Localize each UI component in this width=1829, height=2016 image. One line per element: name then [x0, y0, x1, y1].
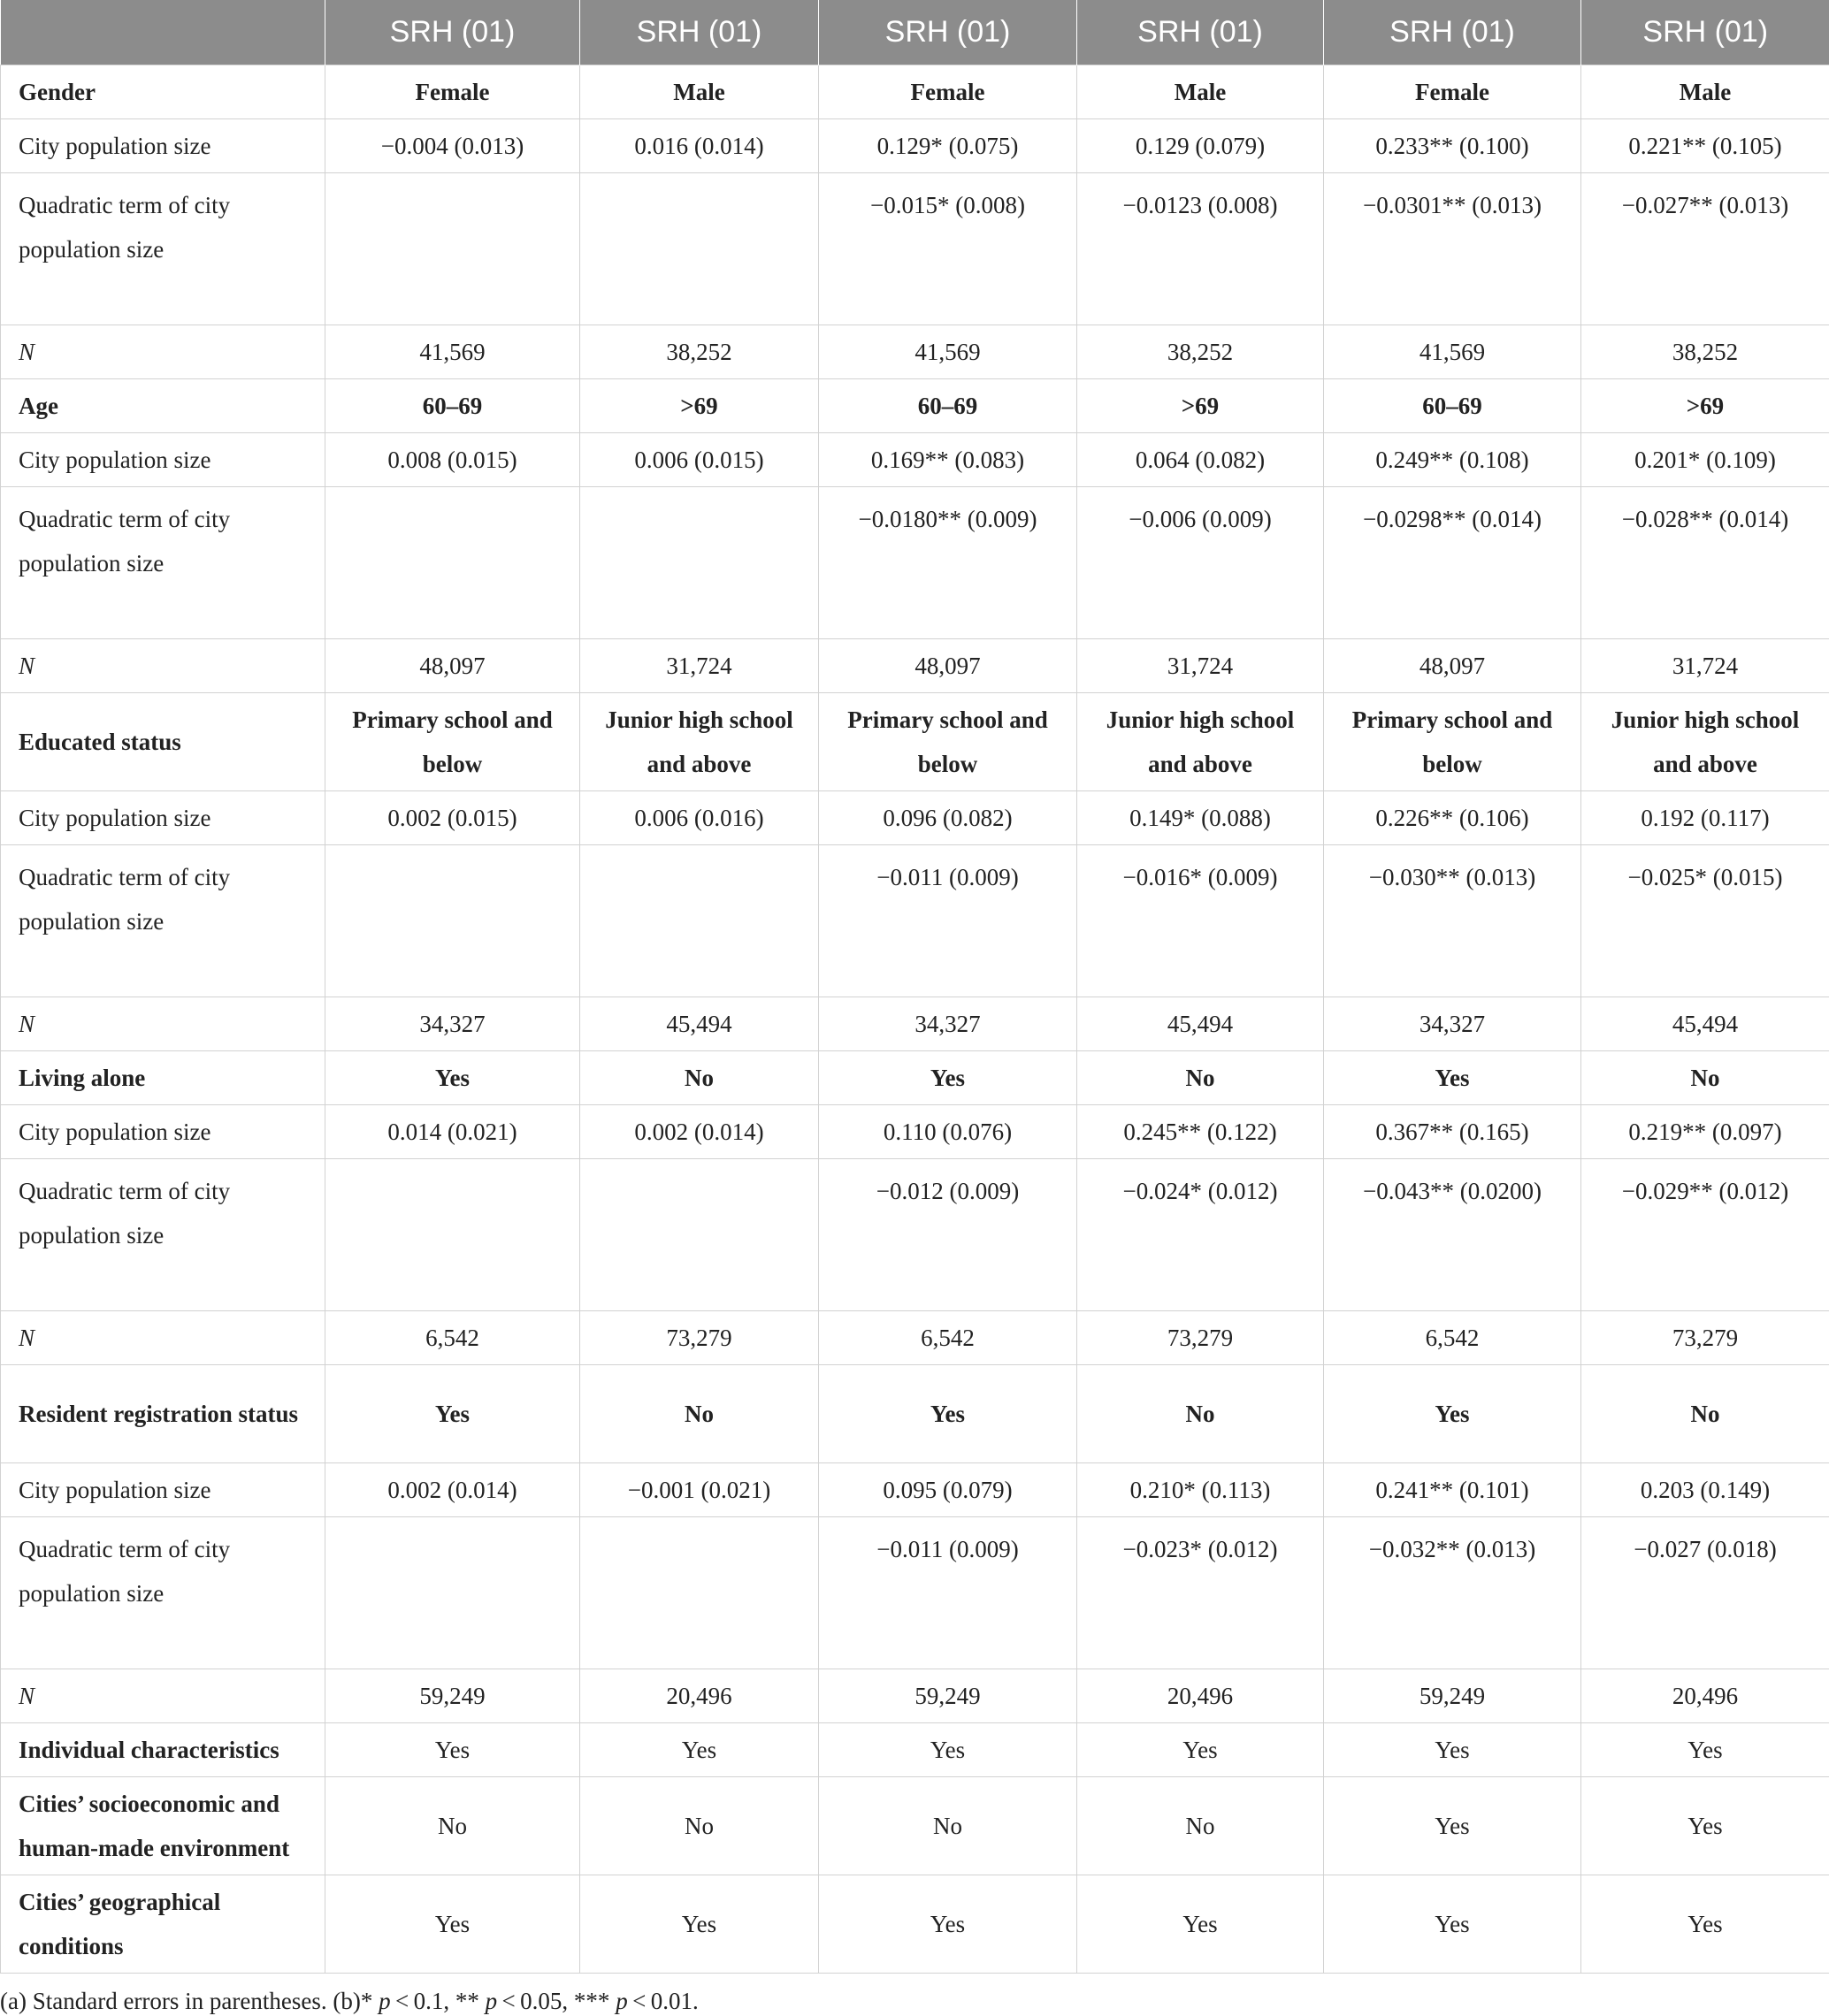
quadratic-row: [1, 1517, 1829, 1669]
row-label: N: [1, 325, 325, 379]
n-row: [1, 997, 1829, 1051]
value-cell: 0.245** (0.122): [1077, 1105, 1324, 1159]
category-row: [1, 379, 1829, 433]
level-cell: Yes: [1324, 1051, 1581, 1105]
row-label: Quadratic term of city population size: [1, 1517, 325, 1669]
category-row: [1, 693, 1829, 791]
value-cell: 41,569: [819, 325, 1077, 379]
level-cell: Yes: [819, 1051, 1077, 1105]
value-cell: −0.015* (0.008): [819, 173, 1077, 325]
value-cell: Yes: [325, 1875, 580, 1974]
value-cell: 45,494: [580, 997, 819, 1051]
level-cell: Female: [325, 65, 580, 119]
value-cell: 45,494: [1077, 997, 1324, 1051]
value-cell: 31,724: [1581, 639, 1829, 693]
value-cell: −0.028** (0.014): [1581, 487, 1829, 639]
value-cell: [580, 1159, 819, 1311]
value-cell: 73,279: [580, 1311, 819, 1365]
control-label: Cities’ socioeconomic and human-made environment: [1, 1777, 325, 1875]
value-cell: −0.032** (0.013): [1324, 1517, 1581, 1669]
level-cell: Female: [819, 65, 1077, 119]
value-cell: 0.210* (0.113): [1077, 1463, 1324, 1517]
value-cell: −0.029** (0.012): [1581, 1159, 1829, 1311]
level-cell: Primary school and below: [1324, 693, 1581, 791]
value-cell: 31,724: [1077, 639, 1324, 693]
value-cell: No: [325, 1777, 580, 1875]
value-cell: −0.024* (0.012): [1077, 1159, 1324, 1311]
value-cell: 73,279: [1077, 1311, 1324, 1365]
level-cell: No: [1581, 1365, 1829, 1463]
footnote-text-a: (a) Standard errors in parentheses. (b)*: [0, 1988, 379, 2014]
value-cell: 0.149* (0.088): [1077, 791, 1324, 845]
footnote-p: p: [616, 1988, 628, 2014]
value-cell: 0.233** (0.100): [1324, 119, 1581, 173]
level-cell: >69: [1077, 379, 1324, 433]
value-cell: 41,569: [325, 325, 580, 379]
level-cell: >69: [580, 379, 819, 433]
value-cell: 0.221** (0.105): [1581, 119, 1829, 173]
level-cell: No: [1077, 1051, 1324, 1105]
row-label: City population size: [1, 1463, 325, 1517]
value-cell: 0.002 (0.015): [325, 791, 580, 845]
value-cell: −0.011 (0.009): [819, 1517, 1077, 1669]
n-row: [1, 1311, 1829, 1365]
value-cell: [325, 487, 580, 639]
level-cell: No: [1077, 1365, 1324, 1463]
value-cell: 34,327: [1324, 997, 1581, 1051]
level-cell: No: [1581, 1051, 1829, 1105]
value-cell: 73,279: [1581, 1311, 1829, 1365]
value-cell: 0.006 (0.016): [580, 791, 819, 845]
value-cell: −0.027 (0.018): [1581, 1517, 1829, 1669]
footnote-threshold-1: < 0.1, **: [391, 1988, 486, 2014]
level-cell: Yes: [325, 1051, 580, 1105]
row-label: City population size: [1, 433, 325, 487]
header-cell: SRH (01): [1324, 0, 1581, 65]
value-cell: Yes: [580, 1723, 819, 1777]
header-corner: [1, 0, 325, 65]
value-cell: −0.0180** (0.009): [819, 487, 1077, 639]
level-cell: Junior high school and above: [580, 693, 819, 791]
row-label: N: [1, 1669, 325, 1723]
value-cell: 0.241** (0.101): [1324, 1463, 1581, 1517]
quadratic-row: [1, 173, 1829, 325]
header-row: [1, 0, 1829, 65]
header-cell: SRH (01): [1077, 0, 1324, 65]
row-label: City population size: [1, 791, 325, 845]
value-cell: 59,249: [325, 1669, 580, 1723]
value-cell: 48,097: [325, 639, 580, 693]
value-cell: Yes: [1324, 1723, 1581, 1777]
value-cell: 0.016 (0.014): [580, 119, 819, 173]
city-population-row: [1, 791, 1829, 845]
value-cell: 0.129 (0.079): [1077, 119, 1324, 173]
category-label: Living alone: [1, 1051, 325, 1105]
category-row: [1, 1365, 1829, 1463]
level-cell: 60–69: [1324, 379, 1581, 433]
value-cell: 38,252: [1077, 325, 1324, 379]
value-cell: 38,252: [580, 325, 819, 379]
level-cell: Male: [1581, 65, 1829, 119]
value-cell: [580, 845, 819, 997]
value-cell: 20,496: [580, 1669, 819, 1723]
value-cell: 34,327: [819, 997, 1077, 1051]
header-cell: SRH (01): [1581, 0, 1829, 65]
value-cell: 48,097: [1324, 639, 1581, 693]
control-label: Cities’ geographical conditions: [1, 1875, 325, 1974]
value-cell: −0.025* (0.015): [1581, 845, 1829, 997]
value-cell: 0.367** (0.165): [1324, 1105, 1581, 1159]
header-cell: SRH (01): [819, 0, 1077, 65]
level-cell: Yes: [325, 1365, 580, 1463]
control-label: Individual characteristics: [1, 1723, 325, 1777]
city-population-row: [1, 1463, 1829, 1517]
footnote-threshold-2: < 0.05, ***: [497, 1988, 616, 2014]
value-cell: [580, 1517, 819, 1669]
value-cell: 0.249** (0.108): [1324, 433, 1581, 487]
level-cell: Male: [1077, 65, 1324, 119]
value-cell: −0.023* (0.012): [1077, 1517, 1324, 1669]
value-cell: 0.219** (0.097): [1581, 1105, 1829, 1159]
value-cell: 59,249: [1324, 1669, 1581, 1723]
footnote-p: p: [379, 1988, 391, 2014]
level-cell: Yes: [1324, 1365, 1581, 1463]
footnote-threshold-3: < 0.01.: [628, 1988, 699, 2014]
value-cell: 6,542: [325, 1311, 580, 1365]
value-cell: Yes: [1581, 1875, 1829, 1974]
value-cell: 6,542: [1324, 1311, 1581, 1365]
header-cell: SRH (01): [325, 0, 580, 65]
value-cell: −0.004 (0.013): [325, 119, 580, 173]
level-cell: Junior high school and above: [1581, 693, 1829, 791]
n-row: [1, 639, 1829, 693]
row-label: Quadratic term of city population size: [1, 845, 325, 997]
value-cell: 0.226** (0.106): [1324, 791, 1581, 845]
table-footnote: [0, 1974, 1829, 2016]
level-cell: Junior high school and above: [1077, 693, 1324, 791]
value-cell: Yes: [819, 1723, 1077, 1777]
value-cell: 34,327: [325, 997, 580, 1051]
control-row: [1, 1777, 1829, 1875]
city-population-row: [1, 1105, 1829, 1159]
level-cell: Primary school and below: [325, 693, 580, 791]
value-cell: −0.043** (0.0200): [1324, 1159, 1581, 1311]
category-row: [1, 65, 1829, 119]
level-cell: Male: [580, 65, 819, 119]
quadratic-row: [1, 845, 1829, 997]
row-label: Quadratic term of city population size: [1, 173, 325, 325]
value-cell: 41,569: [1324, 325, 1581, 379]
quadratic-row: [1, 487, 1829, 639]
level-cell: Yes: [819, 1365, 1077, 1463]
value-cell: 0.064 (0.082): [1077, 433, 1324, 487]
quadratic-row: [1, 1159, 1829, 1311]
level-cell: 60–69: [819, 379, 1077, 433]
value-cell: No: [819, 1777, 1077, 1875]
row-label: Quadratic term of city population size: [1, 487, 325, 639]
n-row: [1, 325, 1829, 379]
value-cell: 38,252: [1581, 325, 1829, 379]
value-cell: 20,496: [1581, 1669, 1829, 1723]
value-cell: 0.002 (0.014): [580, 1105, 819, 1159]
row-label: N: [1, 639, 325, 693]
category-row: [1, 1051, 1829, 1105]
value-cell: 59,249: [819, 1669, 1077, 1723]
value-cell: 0.203 (0.149): [1581, 1463, 1829, 1517]
level-cell: Female: [1324, 65, 1581, 119]
value-cell: −0.0123 (0.008): [1077, 173, 1324, 325]
category-label: Gender: [1, 65, 325, 119]
row-label: City population size: [1, 1105, 325, 1159]
row-label: N: [1, 997, 325, 1051]
level-cell: No: [580, 1365, 819, 1463]
n-row: [1, 1669, 1829, 1723]
value-cell: Yes: [1077, 1875, 1324, 1974]
value-cell: 0.014 (0.021): [325, 1105, 580, 1159]
level-cell: >69: [1581, 379, 1829, 433]
value-cell: 45,494: [1581, 997, 1829, 1051]
value-cell: 31,724: [580, 639, 819, 693]
value-cell: −0.006 (0.009): [1077, 487, 1324, 639]
control-row: [1, 1875, 1829, 1974]
value-cell: Yes: [1077, 1723, 1324, 1777]
level-cell: Primary school and below: [819, 693, 1077, 791]
category-label: Resident registration status: [1, 1365, 325, 1463]
value-cell: 0.110 (0.076): [819, 1105, 1077, 1159]
value-cell: 0.129* (0.075): [819, 119, 1077, 173]
value-cell: Yes: [819, 1875, 1077, 1974]
city-population-row: [1, 119, 1829, 173]
value-cell: 6,542: [819, 1311, 1077, 1365]
value-cell: 0.201* (0.109): [1581, 433, 1829, 487]
value-cell: [325, 845, 580, 997]
value-cell: 0.169** (0.083): [819, 433, 1077, 487]
value-cell: Yes: [580, 1875, 819, 1974]
category-label: Educated status: [1, 693, 325, 791]
footnote-p: p: [486, 1988, 498, 2014]
value-cell: 20,496: [1077, 1669, 1324, 1723]
value-cell: No: [580, 1777, 819, 1875]
value-cell: 0.002 (0.014): [325, 1463, 580, 1517]
level-cell: No: [580, 1051, 819, 1105]
value-cell: −0.0301** (0.013): [1324, 173, 1581, 325]
value-cell: 0.096 (0.082): [819, 791, 1077, 845]
value-cell: [580, 173, 819, 325]
value-cell: 0.006 (0.015): [580, 433, 819, 487]
city-population-row: [1, 433, 1829, 487]
value-cell: [325, 1517, 580, 1669]
row-label: City population size: [1, 119, 325, 173]
row-label: N: [1, 1311, 325, 1365]
value-cell: [580, 487, 819, 639]
value-cell: No: [1077, 1777, 1324, 1875]
value-cell: 0.008 (0.015): [325, 433, 580, 487]
value-cell: −0.001 (0.021): [580, 1463, 819, 1517]
row-label: Quadratic term of city population size: [1, 1159, 325, 1311]
value-cell: −0.012 (0.009): [819, 1159, 1077, 1311]
control-row: [1, 1723, 1829, 1777]
category-label: Age: [1, 379, 325, 433]
header-cell: SRH (01): [580, 0, 819, 65]
value-cell: −0.016* (0.009): [1077, 845, 1324, 997]
value-cell: 48,097: [819, 639, 1077, 693]
value-cell: Yes: [1324, 1875, 1581, 1974]
value-cell: Yes: [1324, 1777, 1581, 1875]
value-cell: −0.0298** (0.014): [1324, 487, 1581, 639]
value-cell: [325, 1159, 580, 1311]
value-cell: −0.011 (0.009): [819, 845, 1077, 997]
value-cell: 0.192 (0.117): [1581, 791, 1829, 845]
value-cell: Yes: [1581, 1723, 1829, 1777]
level-cell: 60–69: [325, 379, 580, 433]
value-cell: Yes: [1581, 1777, 1829, 1875]
value-cell: −0.030** (0.013): [1324, 845, 1581, 997]
value-cell: −0.027** (0.013): [1581, 173, 1829, 325]
value-cell: 0.095 (0.079): [819, 1463, 1077, 1517]
value-cell: Yes: [325, 1723, 580, 1777]
value-cell: [325, 173, 580, 325]
